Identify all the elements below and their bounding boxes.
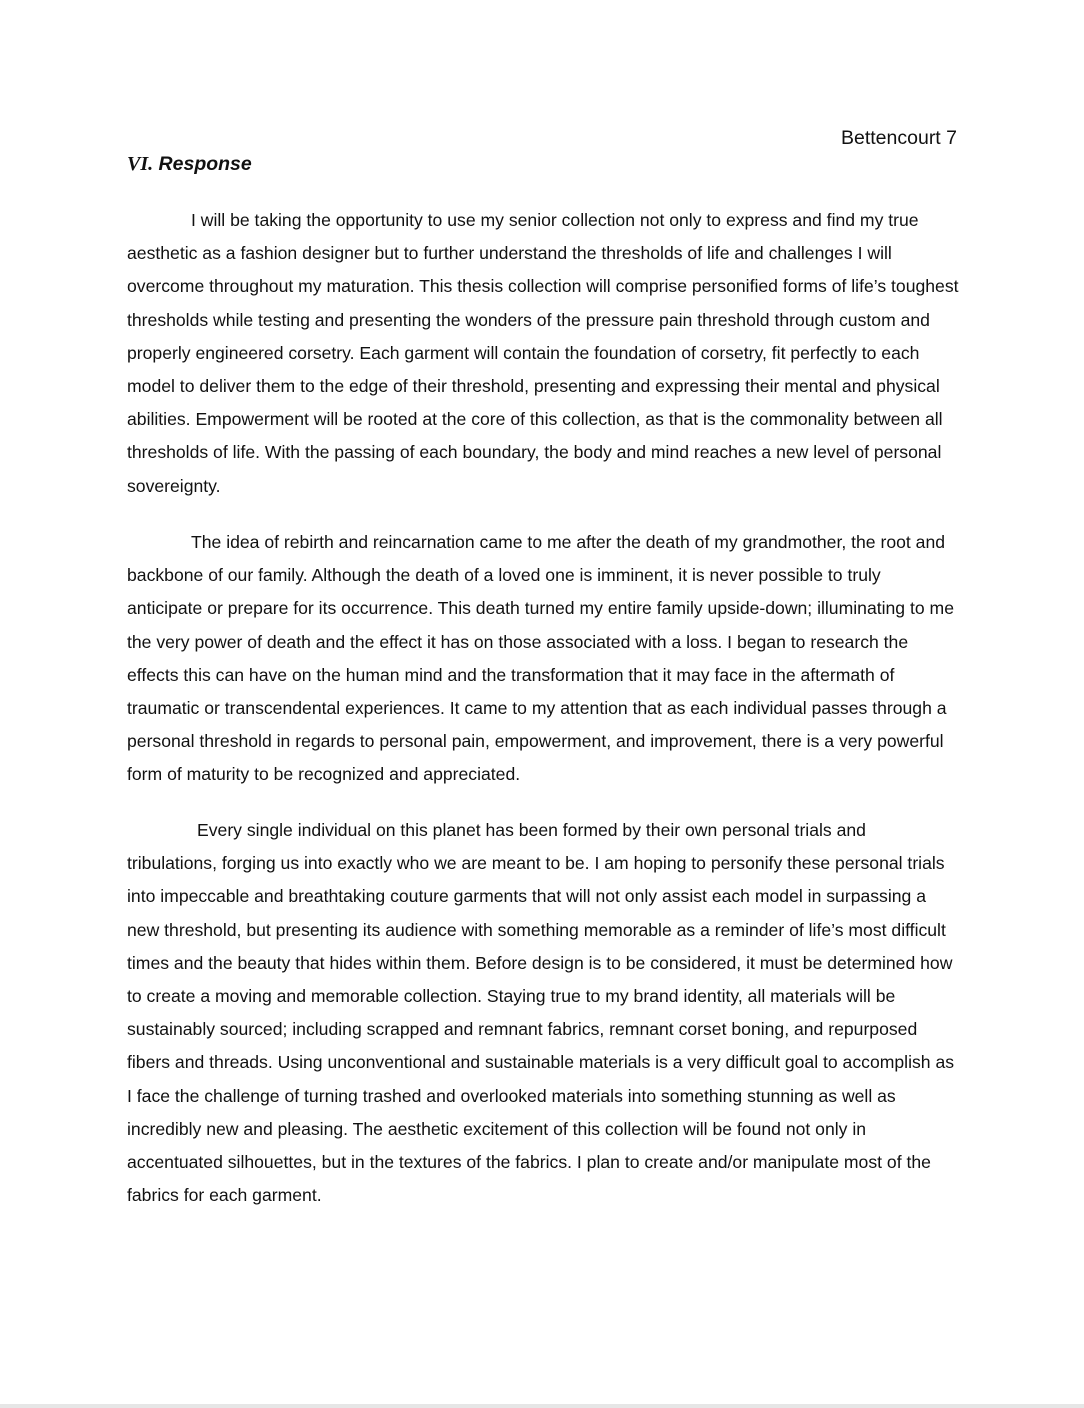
running-head: Bettencourt 7 bbox=[841, 127, 957, 149]
paragraph-block-2 bbox=[127, 526, 959, 792]
page-bottom-divider bbox=[0, 1404, 1084, 1408]
section-heading bbox=[127, 152, 252, 176]
body-paragraph: The idea of rebirth and reincarnation came to me after the death of my grandmother, the root and backbone of our family. Although the death of a loved one is imminent, it is never possible to truly anticipate or prepare for its occurrence. This death turned my entire family upside-down; illuminating to me the very power of death and the effect it has on those associated with a loss. I began to research the effects this can have on the human mind and the transformation that it may face in the aftermath of traumatic or transcendental experiences. It came to my attention that as each individual passes through a personal threshold in regards to personal pain, empowerment, and improvement, there is a very powerful form of maturity to be recognized and appreciated. bbox=[127, 532, 954, 785]
paragraph-block-3 bbox=[127, 814, 959, 1212]
paragraph-block-1 bbox=[127, 204, 959, 503]
body-paragraph: I will be taking the opportunity to use my senior collection not only to express and find my true aesthetic as a fashion designer but to further understand the thresholds of life and challenges I will overcome throughout my maturation. This thesis collection will comprise personified forms of life’s toughest thresholds while testing and presenting the wonders of the pressure pain threshold through custom and properly engineered corsetry. Each garment will contain the foundation of corsetry, fit perfectly to each model to deliver them to the edge of their threshold, presenting and expressing their mental and physical abilities. Empowerment will be rooted at the core of this collection, as that is the commonality between all thresholds of life. With the passing of each boundary, the body and mind reaches a new level of personal sovereignty. bbox=[127, 210, 959, 496]
section-numeral: VI. bbox=[127, 153, 154, 175]
body-paragraph: Every single individual on this planet has been formed by their own personal trials and tribulations, forging us into exactly who we are meant to be. I am hoping to personify these personal trials into impeccable and breathtaking couture garments that will not only assist each model in surpassing a new threshold, but presenting its audience with something memorable as a reminder of life’s most difficult times and the beauty that hides within them. Before design is to be considered, it must be determined how to create a moving and memorable collection. Staying true to my brand identity, all materials will be sustainably sourced; including scrapped and remnant fabrics, remnant corset boning, and repurposed fibers and threads. Using unconventional and sustainable materials is a very difficult goal to accomplish as I face the challenge of turning trashed and overlooked materials into something stunning as well as incredibly new and pleasing. The aesthetic excitement of this collection will be found not only in accentuated silhouettes, but in the textures of the fabrics. I plan to create and/or manipulate most of the fabrics for each garment. bbox=[127, 820, 955, 1206]
section-title: Response bbox=[158, 153, 252, 175]
